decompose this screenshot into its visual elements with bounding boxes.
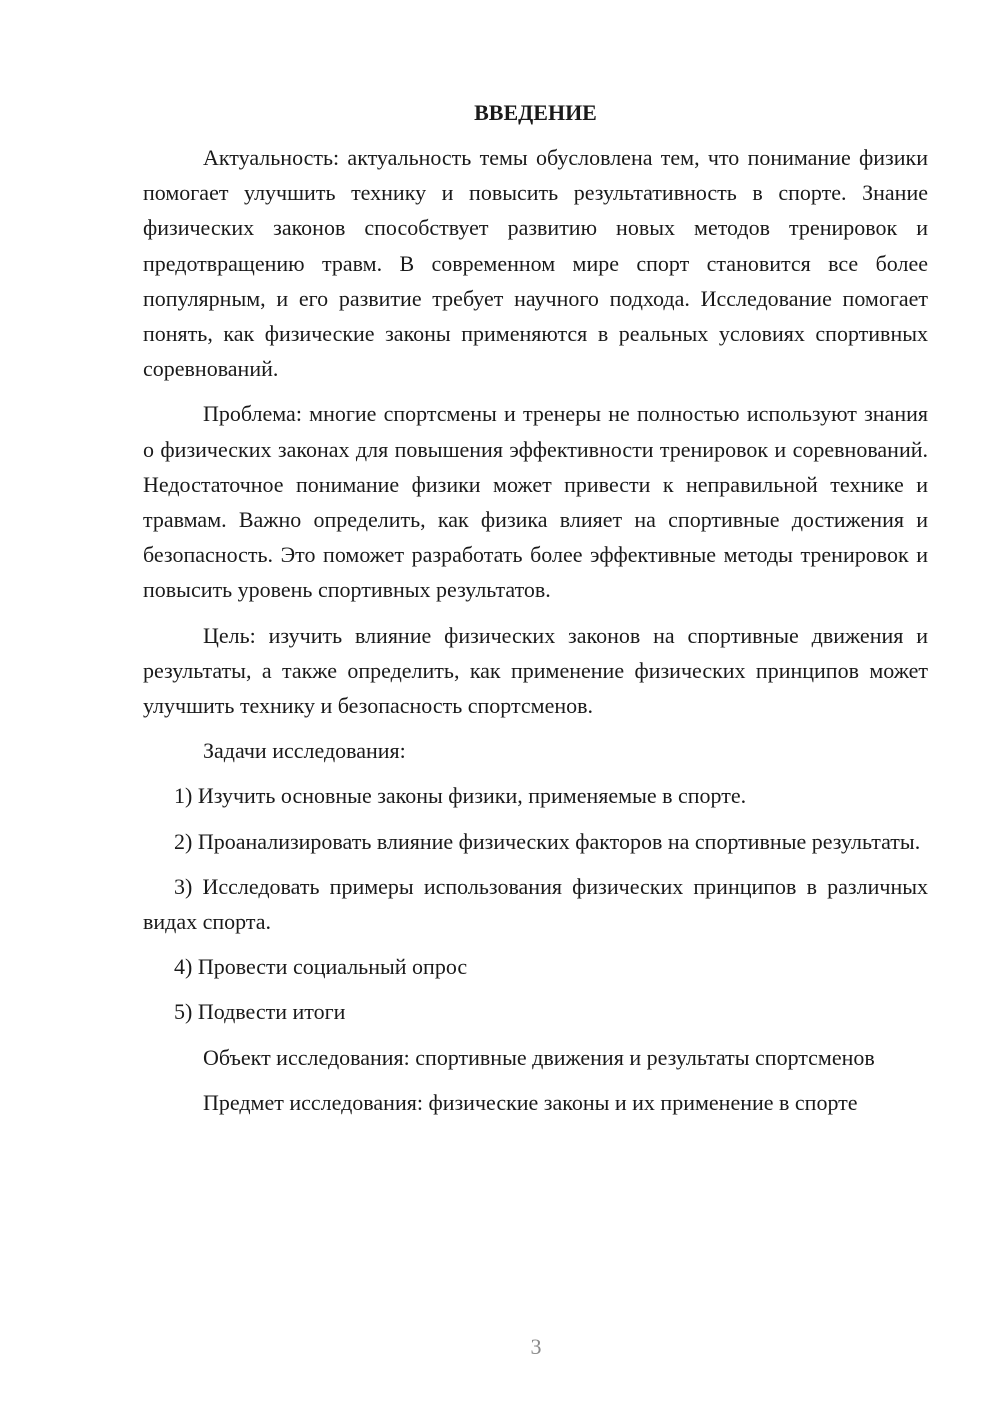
page-content xyxy=(143,95,928,1130)
paragraph-subject: Предмет исследования: физические законы и их применение в спорте xyxy=(203,1089,858,1115)
task-item-3: 3) Исследовать примеры использования физических принципов в различных видах спорта. xyxy=(143,873,928,935)
paragraph-object: Объект исследования: спортивные движения и результаты спортсменов xyxy=(203,1044,875,1070)
task-item-4: 4) Провести социальный опрос xyxy=(174,954,468,980)
tasks-heading: Задачи исследования: xyxy=(203,738,406,764)
paragraph-goal: Цель: изучить влияние физических законов на спортивные движения и результаты, а также определить, как применение физических принципов может улучшить технику и безопасность спортсменов. xyxy=(143,622,928,719)
section-title: ВВЕДЕНИЕ xyxy=(474,100,597,125)
page-number: 3 xyxy=(530,1334,542,1359)
task-item-2: 2) Проанализировать влияние физических факторов на спортивные результаты. xyxy=(174,828,921,854)
paragraph-relevance: Актуальность: актуальность темы обусловлена тем, что понимание физики помогает улучшить технику и повысить результативность в спорте. Знание физических законов способствует развитию новых методов тренировок и предотвращению травм. В современном мире спорт становится все более популярным, и его развитие требует научного подхода. Исследование помогает понять, как физические законы применяются в реальных условиях спортивных соревнований. xyxy=(143,145,928,382)
task-item-1: 1) Изучить основные законы физики, применяемые в спорте. xyxy=(174,783,747,809)
paragraph-problem: Проблема: многие спортсмены и тренеры не полностью используют знания о физических законах для повышения эффективности тренировок и соревнований. Недостаточное понимание физики может привести к неправильной технике и травмам. Важно определить, как физика влияет на спортивные достижения и безопасность. Это поможет разработать более эффективные методы тренировок и повысить уровень спортивных результатов. xyxy=(143,401,928,603)
task-item-5: 5) Подвести итоги xyxy=(174,999,346,1025)
